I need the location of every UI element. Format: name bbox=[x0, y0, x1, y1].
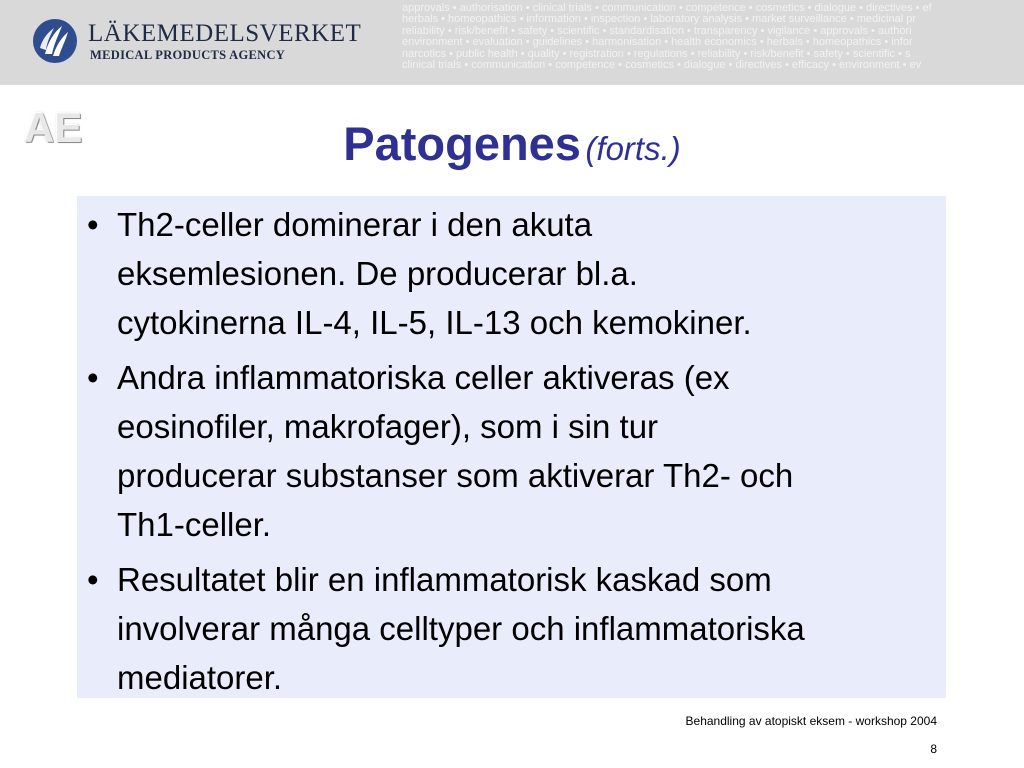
slide-title-main: Patogenes bbox=[343, 117, 581, 170]
bullet-line: mediatorer. bbox=[117, 659, 283, 696]
ae-logo-mark: AE bbox=[24, 104, 83, 151]
agency-name: LÄKEMEDELSVERKET bbox=[88, 20, 362, 47]
bullet-line: Th1-celler. bbox=[117, 506, 272, 543]
tagline-line: environment • evaluation • guidelines • harmonisation • health economics • herbals • homeopathics • infor bbox=[402, 36, 913, 49]
header-banner bbox=[0, 0, 1024, 85]
bullet-marker: • bbox=[87, 561, 99, 598]
bullet-line: eksemlesionen. De producerar bl.a. bbox=[117, 255, 638, 292]
tagline-line: approvals • authorisation • clinical trials • communication • competence • cosmetics • dialogue • directives • ef bbox=[402, 3, 932, 14]
bullet-text bbox=[117, 555, 805, 702]
bullet-line: Andra inflammatoriska celler aktiveras (ex bbox=[117, 359, 730, 396]
tagline-line: herbals • homeopathics • information • inspection • laboratory analysis • market surveillance • medicinal pr bbox=[402, 13, 917, 26]
content-panel bbox=[77, 196, 946, 698]
bullet-line: cytokinerna IL-4, IL-5, IL-13 och kemokiner. bbox=[117, 304, 752, 341]
keyword-tagline-block bbox=[402, 3, 1024, 83]
tagline-line: narcotics • public health • quality • registration • regulations • reliability • risk/benefit • safety • scientific • s bbox=[402, 47, 911, 60]
slide-title-sub: (forts.) bbox=[585, 130, 681, 167]
bullet-text bbox=[117, 353, 805, 549]
bullet-text bbox=[117, 200, 805, 347]
bullet-line: involverar många celltyper och inflammatoriska bbox=[117, 610, 805, 647]
bullet-line: Resultatet blir en inflammatorisk kaskad som bbox=[117, 561, 772, 598]
page-number: 8 bbox=[930, 742, 937, 756]
bullet-marker: • bbox=[87, 359, 99, 396]
tagline-line: clinical trials • communication • competence • cosmetics • dialogue • directives • efficacy • environment • ev bbox=[402, 59, 922, 72]
bullet-marker: • bbox=[87, 206, 99, 243]
bullet-line: producerar substanser som aktiverar Th2- och bbox=[117, 457, 794, 494]
slide-title bbox=[0, 116, 1024, 171]
agency-logo-icon bbox=[32, 18, 78, 64]
footer-text: Behandling av atopiskt eksem - workshop 2004 bbox=[685, 714, 937, 728]
bullet-item bbox=[77, 353, 805, 549]
agency-subtitle: MEDICAL PRODUCTS AGENCY bbox=[90, 48, 286, 62]
bullet-line: eosinofiler, makrofager), som i sin tur bbox=[117, 408, 659, 445]
bullet-item bbox=[77, 200, 805, 347]
tagline-line: reliability • risk/benefit • safety • scientific • standardisation • transparency • vigilance • approvals • authori bbox=[402, 24, 912, 37]
bullet-item bbox=[77, 555, 805, 702]
bullet-line: Th2-celler dominerar i den akuta bbox=[117, 206, 593, 243]
bullet-list bbox=[77, 200, 805, 708]
